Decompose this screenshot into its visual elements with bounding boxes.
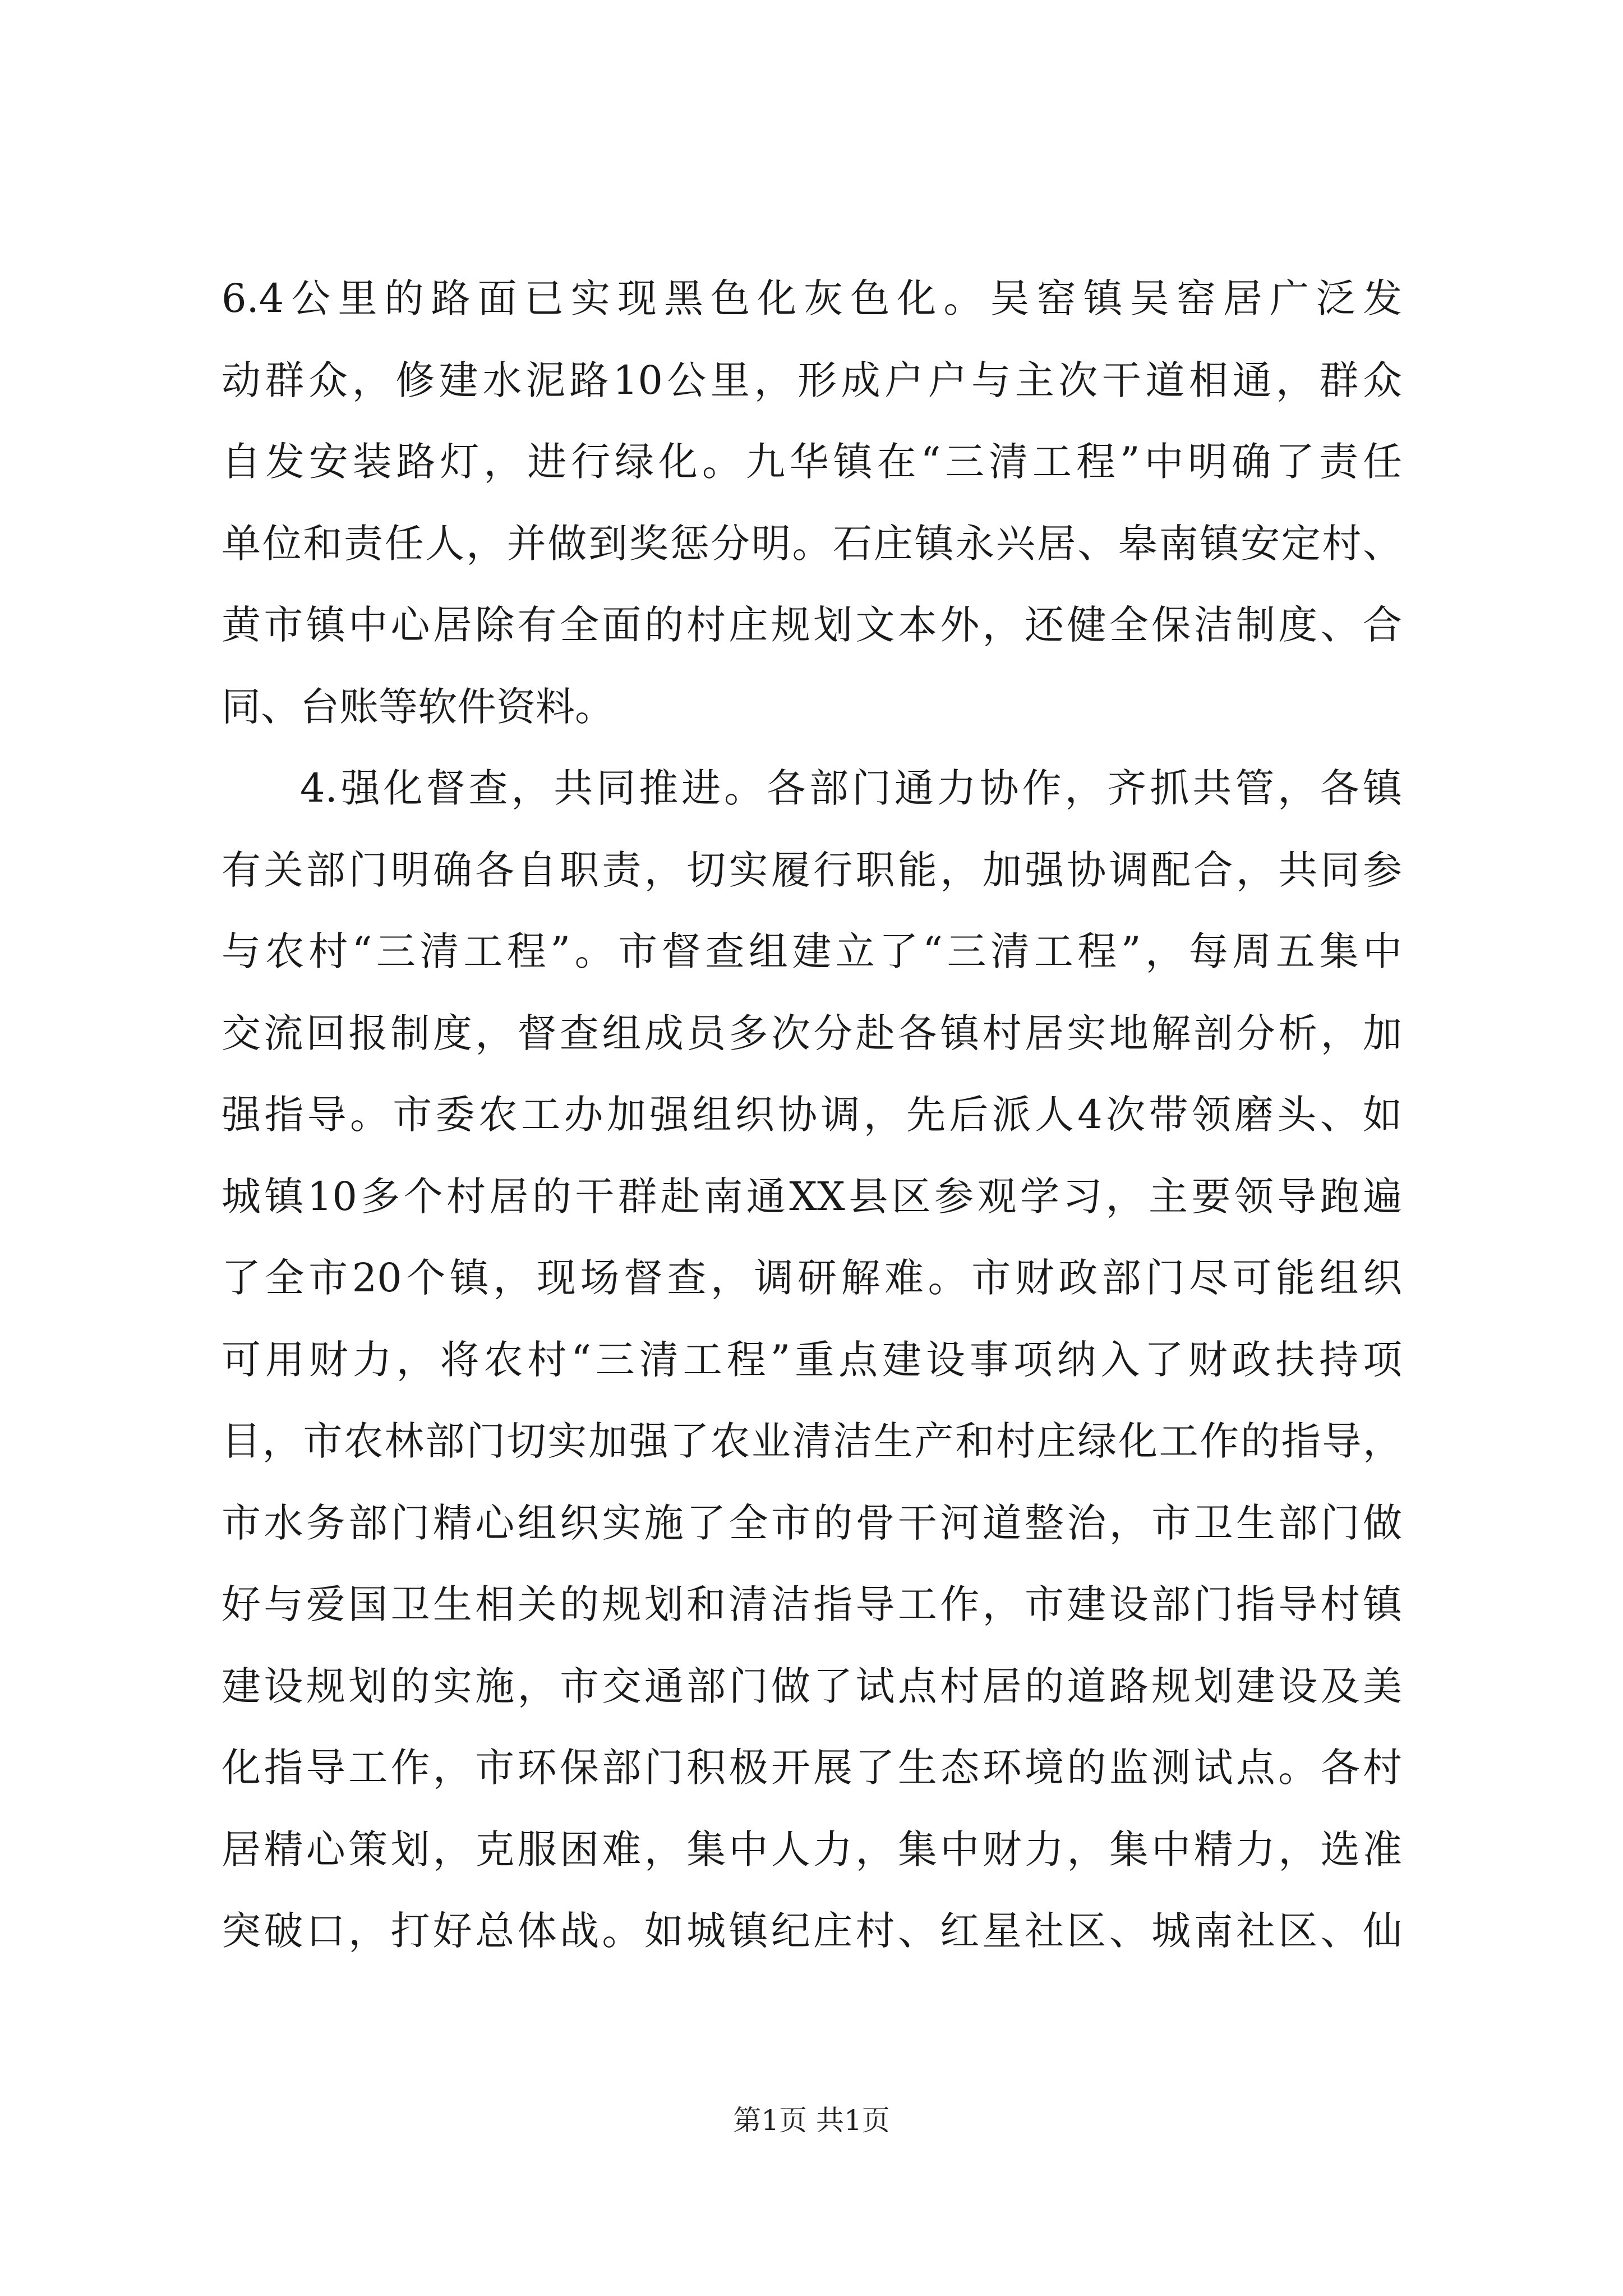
text-line: 居精心策划，克服困难，集中人力，集中财力，集中精力，选准	[222, 1826, 1402, 1872]
text-line: 同、台账等软件资料。	[222, 683, 614, 730]
body-text	[222, 258, 1402, 1972]
text-line: 自发安装路灯，进行绿化。九华镇在“三清工程”中明确了责任	[222, 439, 1402, 485]
text-line: 了全市20个镇，现场督查，调研解难。市财政部门尽可能组织	[222, 1255, 1402, 1301]
text-line: 市水务部门精心组织实施了全市的骨干河道整治，市卫生部门做	[222, 1499, 1402, 1546]
page-number-footer: 第1页 共1页	[733, 2104, 890, 2137]
text-line: 建设规划的实施，市交通部门做了试点村居的道路规划建设及美	[222, 1663, 1402, 1709]
text-line: 突破口，打好总体战。如城镇纪庄村、红星社区、城南社区、仙	[222, 1908, 1402, 1954]
text-line: 好与爱国卫生相关的规划和清洁指导工作，市建设部门指导村镇	[222, 1581, 1402, 1627]
text-line: 强指导。市委农工办加强组织协调，先后派人4次带领磨头、如	[222, 1092, 1402, 1138]
text-line: 化指导工作，市环保部门积极开展了生态环境的监测试点。各村	[222, 1745, 1402, 1791]
text-line: 6.4公里的路面已实现黑色化灰色化。吴窑镇吴窑居广泛发	[222, 275, 1402, 321]
text-line: 与农村“三清工程”。市督查组建立了“三清工程”，每周五集中	[222, 928, 1402, 974]
paragraph-first-line: 4.强化督查，共同推进。各部门通力协作，齐抓共管，各镇	[300, 765, 1402, 811]
text-line: 黄市镇中心居除有全面的村庄规划文本外，还健全保洁制度、合	[222, 602, 1402, 648]
text-line: 动群众，修建水泥路10公里，形成户户与主次干道相通，群众	[222, 357, 1402, 403]
text-line: 单位和责任人，并做到奖惩分明。石庄镇永兴居、皋南镇安定村、	[222, 520, 1402, 567]
text-line: 交流回报制度，督查组成员多次分赴各镇村居实地解剖分析，加	[222, 1010, 1402, 1056]
text-line: 有关部门明确各自职责，切实履行职能，加强协调配合，共同参	[222, 846, 1402, 893]
text-line: 可用财力，将农村“三清工程”重点建设事项纳入了财政扶持项	[222, 1336, 1402, 1383]
text-line: 城镇10多个村居的干群赴南通XX县区参观学习，主要领导跑遍	[222, 1173, 1402, 1220]
text-line: 目，市农林部门切实加强了农业清洁生产和村庄绿化工作的指导，	[222, 1418, 1402, 1464]
